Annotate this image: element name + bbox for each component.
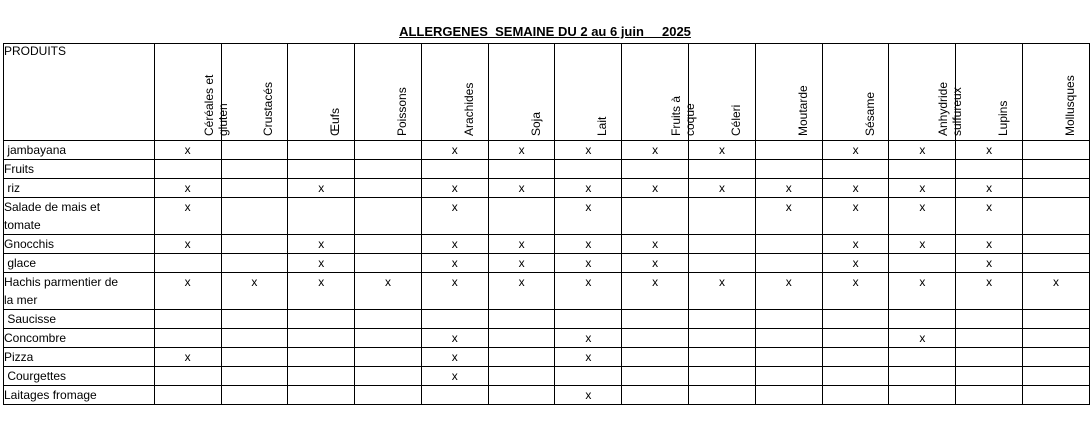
allergen-cell: x xyxy=(889,179,956,198)
allergen-column-label: Lupins xyxy=(996,100,1011,136)
allergen-cell xyxy=(488,386,555,405)
allergen-cell xyxy=(421,386,488,405)
allergen-column-header xyxy=(288,44,355,141)
allergen-cell xyxy=(889,254,956,273)
product-name: riz xyxy=(4,179,155,198)
allergen-cell xyxy=(822,367,889,386)
allergen-cell: x xyxy=(622,179,689,198)
allergen-column-header xyxy=(555,44,622,141)
allergen-cell xyxy=(755,386,822,405)
allergen-cell xyxy=(288,160,355,179)
allergen-cell xyxy=(689,386,756,405)
allergen-column-header xyxy=(421,44,488,141)
allergen-cell xyxy=(755,160,822,179)
allergen-cell xyxy=(221,348,288,367)
allergen-cell xyxy=(1023,179,1090,198)
allergen-cell: x xyxy=(956,179,1023,198)
allergen-cell: x xyxy=(421,141,488,160)
allergen-cell: x xyxy=(288,254,355,273)
allergen-column-header xyxy=(622,44,698,141)
allergen-cell: x xyxy=(689,141,756,160)
allergen-cell xyxy=(488,160,555,179)
allergen-cell xyxy=(1023,235,1090,254)
allergen-cell xyxy=(221,141,288,160)
product-name: jambayana xyxy=(4,141,155,160)
allergen-column-header xyxy=(889,44,965,141)
allergen-cell: x xyxy=(889,235,956,254)
allergen-cell xyxy=(755,141,822,160)
allergen-cell xyxy=(689,160,756,179)
allergen-cell xyxy=(488,198,555,235)
allergen-cell: x xyxy=(755,273,822,310)
allergen-cell xyxy=(956,367,1023,386)
allergen-cell xyxy=(154,160,221,179)
allergen-cell: x xyxy=(555,348,622,367)
allergen-column-header xyxy=(221,44,288,141)
allergen-cell: x xyxy=(755,198,822,235)
allergen-cell: x xyxy=(822,235,889,254)
allergen-cell xyxy=(355,198,422,235)
allergen-cell xyxy=(956,329,1023,348)
allergen-cell: x xyxy=(956,254,1023,273)
allergen-column-label: Céleri xyxy=(728,104,743,136)
allergen-cell: x xyxy=(221,273,288,310)
allergen-cell xyxy=(889,367,956,386)
allergen-cell xyxy=(288,386,355,405)
allergen-cell: x xyxy=(288,179,355,198)
table-row xyxy=(4,141,1090,160)
allergen-cell xyxy=(555,367,622,386)
allergen-cell xyxy=(689,348,756,367)
allergen-cell xyxy=(355,141,422,160)
allergen-column-label: Poissons xyxy=(394,87,409,136)
allergen-cell xyxy=(221,367,288,386)
allergen-cell xyxy=(956,160,1023,179)
allergen-cell: x xyxy=(622,254,689,273)
allergen-column-header xyxy=(822,44,889,141)
allergen-cell xyxy=(288,348,355,367)
allergen-cell xyxy=(288,367,355,386)
allergen-cell xyxy=(355,310,422,329)
allergen-cell xyxy=(221,235,288,254)
allergen-cell: x xyxy=(689,273,756,310)
table-row xyxy=(4,254,1090,273)
allergen-cell: x xyxy=(421,179,488,198)
allergen-cell xyxy=(822,329,889,348)
allergen-cell: x xyxy=(421,348,488,367)
allergen-cell: x xyxy=(622,235,689,254)
table-row xyxy=(4,367,1090,386)
allergen-cell: x xyxy=(154,198,221,235)
allergen-cell xyxy=(355,348,422,367)
allergen-cell: x xyxy=(889,329,956,348)
allergen-column-label: Soja xyxy=(528,111,543,136)
allergen-cell: x xyxy=(555,254,622,273)
allergen-cell: x xyxy=(488,273,555,310)
allergen-cell xyxy=(421,160,488,179)
allergen-cell xyxy=(755,254,822,273)
table-row xyxy=(4,386,1090,405)
allergen-cell xyxy=(488,367,555,386)
allergen-cell xyxy=(689,198,756,235)
allergen-cell xyxy=(288,310,355,329)
allergen-cell xyxy=(822,160,889,179)
allergen-cell xyxy=(1023,367,1090,386)
allergen-column-label: Moutarde xyxy=(795,85,810,136)
allergen-cell: x xyxy=(689,179,756,198)
allergen-cell: x xyxy=(555,179,622,198)
allergen-cell: x xyxy=(1023,273,1090,310)
allergen-cell xyxy=(355,367,422,386)
allergen-cell xyxy=(689,329,756,348)
table-row xyxy=(4,310,1090,329)
allergen-cell xyxy=(956,348,1023,367)
allergen-cell xyxy=(221,254,288,273)
allergen-cell: x xyxy=(956,273,1023,310)
table-row xyxy=(4,329,1090,348)
allergen-cell xyxy=(755,348,822,367)
allergen-cell: x xyxy=(822,273,889,310)
allergen-cell xyxy=(355,386,422,405)
allergen-cell xyxy=(889,160,956,179)
allergen-cell xyxy=(555,310,622,329)
allergen-cell xyxy=(889,348,956,367)
allergen-cell: x xyxy=(889,141,956,160)
allergen-cell xyxy=(355,254,422,273)
allergen-cell xyxy=(221,160,288,179)
allergen-column-label: Mollusques xyxy=(1063,75,1078,136)
allergen-cell: x xyxy=(755,179,822,198)
allergen-cell xyxy=(822,386,889,405)
allergen-cell xyxy=(755,235,822,254)
allergen-cell xyxy=(889,386,956,405)
allergen-cell: x xyxy=(622,273,689,310)
allergen-cell xyxy=(755,367,822,386)
allergen-cell: x xyxy=(555,198,622,235)
allergen-column-header xyxy=(956,44,1023,141)
allergen-cell: x xyxy=(822,198,889,235)
allergen-cell xyxy=(355,160,422,179)
table-row xyxy=(4,235,1090,254)
allergen-cell xyxy=(1023,329,1090,348)
allergen-cell xyxy=(622,367,689,386)
allergen-cell xyxy=(555,160,622,179)
allergen-cell xyxy=(956,310,1023,329)
allergen-cell: x xyxy=(154,179,221,198)
allergen-cell xyxy=(622,348,689,367)
allergen-cell: x xyxy=(421,329,488,348)
allergen-cell xyxy=(288,198,355,235)
allergen-column-label: Crustacés xyxy=(261,81,276,136)
allergen-column-header xyxy=(355,44,422,141)
table-row xyxy=(4,273,1090,310)
allergen-cell xyxy=(154,386,221,405)
allergen-cell: x xyxy=(488,254,555,273)
allergen-cell xyxy=(1023,310,1090,329)
allergen-cell: x xyxy=(421,198,488,235)
table-row xyxy=(4,179,1090,198)
table-row xyxy=(4,160,1090,179)
allergen-cell xyxy=(221,329,288,348)
allergen-cell xyxy=(689,367,756,386)
product-name: Concombre xyxy=(4,329,155,348)
allergen-cell: x xyxy=(421,235,488,254)
allergen-cell xyxy=(1023,198,1090,235)
allergen-cell xyxy=(1023,254,1090,273)
allergen-cell xyxy=(822,310,889,329)
allergen-cell xyxy=(488,329,555,348)
allergen-cell: x xyxy=(555,273,622,310)
allergen-column-label: Sésame xyxy=(862,91,877,136)
allergen-cell xyxy=(622,329,689,348)
header-row xyxy=(4,44,1090,141)
allergen-cell xyxy=(221,179,288,198)
allergen-cell xyxy=(622,160,689,179)
allergen-column-label: Œufs xyxy=(328,107,343,136)
allergen-cell: x xyxy=(555,386,622,405)
allergen-cell xyxy=(288,329,355,348)
allergen-cell xyxy=(689,254,756,273)
allergen-column-label: Lait xyxy=(595,116,610,136)
allergen-column-label: Céréales et gluten xyxy=(201,74,230,136)
allergen-cell: x xyxy=(488,235,555,254)
allergen-column-header xyxy=(755,44,822,141)
allergen-cell xyxy=(221,386,288,405)
allergen-cell: x xyxy=(421,367,488,386)
allergen-cell xyxy=(622,198,689,235)
allergen-cell: x xyxy=(154,348,221,367)
allergen-cell: x xyxy=(822,141,889,160)
allergen-cell xyxy=(755,310,822,329)
allergen-column-header xyxy=(488,44,555,141)
allergen-cell xyxy=(622,386,689,405)
allergen-cell: x xyxy=(555,235,622,254)
allergen-cell: x xyxy=(889,273,956,310)
allergen-column-label: Fruits à coque xyxy=(669,95,698,136)
allergen-cell xyxy=(221,310,288,329)
allergen-column-label: Arachides xyxy=(461,82,476,136)
table-row xyxy=(4,348,1090,367)
allergen-cell: x xyxy=(622,141,689,160)
allergen-column-header xyxy=(689,44,756,141)
allergen-cell: x xyxy=(154,273,221,310)
allergen-cell xyxy=(488,348,555,367)
product-name: Laitages fromage xyxy=(4,386,155,405)
allergen-cell: x xyxy=(421,254,488,273)
allergen-cell xyxy=(689,235,756,254)
allergen-cell: x xyxy=(355,273,422,310)
product-name: glace xyxy=(4,254,155,273)
allergen-cell xyxy=(355,179,422,198)
allergen-cell: x xyxy=(889,198,956,235)
allergen-cell xyxy=(622,310,689,329)
allergen-cell xyxy=(488,310,555,329)
allergen-cell xyxy=(889,310,956,329)
allergen-cell xyxy=(288,141,355,160)
allergen-cell: x xyxy=(421,273,488,310)
allergen-cell xyxy=(755,329,822,348)
product-name: Pizza xyxy=(4,348,155,367)
product-name: Salade de mais et tomate xyxy=(4,198,155,235)
allergen-cell: x xyxy=(555,141,622,160)
allergen-cell: x xyxy=(154,141,221,160)
product-name: Fruits xyxy=(4,160,155,179)
allergen-cell xyxy=(154,310,221,329)
allergen-cell xyxy=(956,386,1023,405)
product-name: Saucisse xyxy=(4,310,155,329)
allergen-cell xyxy=(1023,348,1090,367)
product-column-header: PRODUITS xyxy=(4,44,155,141)
product-name: Gnocchis xyxy=(4,235,155,254)
allergen-cell: x xyxy=(288,235,355,254)
allergen-cell xyxy=(689,310,756,329)
allergen-cell: x xyxy=(488,141,555,160)
allergen-table xyxy=(3,43,1090,405)
allergen-cell xyxy=(1023,141,1090,160)
allergen-cell xyxy=(355,329,422,348)
allergen-cell xyxy=(221,198,288,235)
allergen-cell: x xyxy=(488,179,555,198)
allergen-column-header xyxy=(1023,44,1090,141)
allergen-cell: x xyxy=(154,235,221,254)
allergen-cell xyxy=(154,329,221,348)
allergen-cell xyxy=(421,310,488,329)
allergen-cell: x xyxy=(956,141,1023,160)
allergen-cell xyxy=(355,235,422,254)
product-name: Courgettes xyxy=(4,367,155,386)
allergen-column-header xyxy=(154,44,230,141)
allergen-cell xyxy=(154,367,221,386)
allergen-cell: x xyxy=(956,198,1023,235)
allergen-cell: x xyxy=(288,273,355,310)
allergen-column-label: Anhydride sulfureux xyxy=(936,81,965,136)
allergen-cell: x xyxy=(956,235,1023,254)
allergen-cell: x xyxy=(822,254,889,273)
allergen-cell: x xyxy=(822,179,889,198)
allergen-cell xyxy=(822,348,889,367)
allergen-cell: x xyxy=(555,329,622,348)
allergen-cell xyxy=(154,254,221,273)
table-row xyxy=(4,198,1090,235)
page-title: ALLERGENES SEMAINE DU 2 au 6 juin 2025 xyxy=(399,24,691,39)
product-name: Hachis parmentier de la mer xyxy=(4,273,155,310)
allergen-cell xyxy=(1023,160,1090,179)
allergen-cell xyxy=(1023,386,1090,405)
